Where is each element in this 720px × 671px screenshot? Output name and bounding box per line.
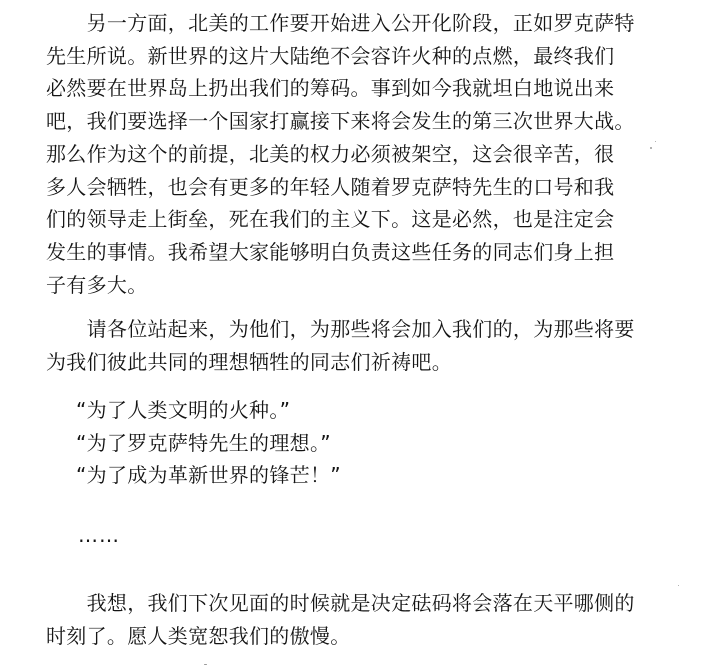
paragraph-north-america <box>46 7 635 301</box>
text-line: 发生的事情。我希望大家能够明白负责这些任务的同志们身上担 <box>46 239 615 264</box>
text-line: 那么作为这个的前提，北美的权力必须被架空，这会很辛苦，很 <box>46 141 615 166</box>
paragraph-closing <box>46 587 635 652</box>
text-line: 另一方面，北美的工作要开始进入公开化阶段，正如罗克萨特 <box>46 11 635 35</box>
paragraph-prayer <box>46 313 635 378</box>
ellipsis-separator: …… <box>78 523 120 547</box>
text-line: 多人会牺牲，也会有更多的年轻人随着罗克萨特先生的口号和我 <box>46 174 615 199</box>
text-line: 先生所说。新世界的这片大陆绝不会容许火种的点燃，最终我们 <box>46 43 615 68</box>
text-line: 吧，我们要选择一个国家打赢接下来将会发生的第三次世界大战。 <box>46 109 635 134</box>
text-line: 时刻了。愿人类宽恕我们的傲慢。 <box>46 623 351 648</box>
quote-line: “为了罗克萨特先生的理想。” <box>76 430 331 455</box>
text-line: 为我们彼此共同的理想牺牲的同志们祈祷吧。 <box>46 349 452 374</box>
quote-line: “为了人类文明的火种。” <box>76 398 291 422</box>
quote-list <box>76 394 341 492</box>
text-line: 请各位站起来，为他们，为那些将会加入我们的，为那些将要 <box>46 317 635 341</box>
scan-speck <box>650 147 652 149</box>
text-line: 们的领导走上街垒，死在我们的主义下。这是必然，也是注定会 <box>46 207 615 232</box>
scan-speck <box>655 141 656 142</box>
scan-speck <box>678 585 679 586</box>
quote-line: “为了成为革新世界的锋芒！” <box>76 463 341 488</box>
text-line: 我想，我们下次见面的时候就是决定砝码将会落在天平哪侧的 <box>46 591 635 615</box>
text-line: 子有多大。 <box>46 272 148 297</box>
scan-speck <box>204 664 207 665</box>
text-line: 必然要在世界岛上扔出我们的筹码。事到如今我就坦白地说出来 <box>46 76 615 101</box>
